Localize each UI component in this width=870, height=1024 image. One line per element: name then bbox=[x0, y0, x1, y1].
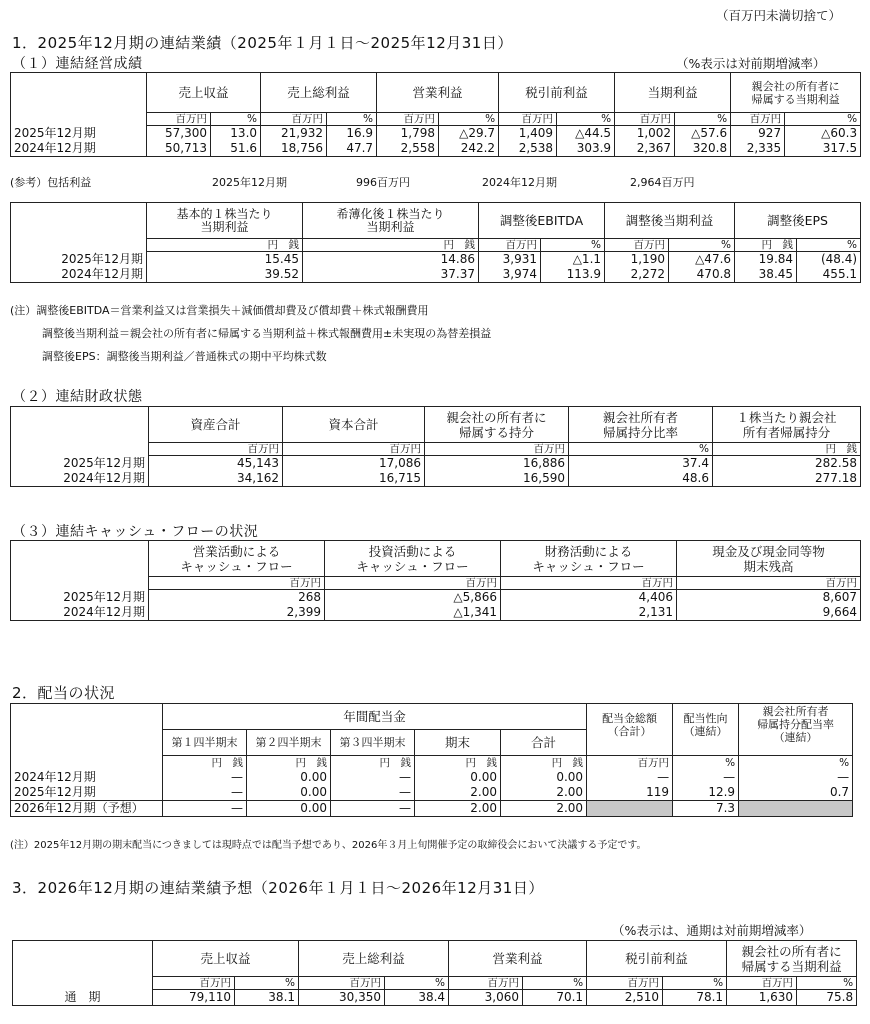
cell: — bbox=[163, 800, 247, 816]
cell: 2,558 bbox=[377, 141, 439, 157]
cell: 16,590 bbox=[425, 471, 569, 487]
col-header: 調整後当期利益 bbox=[605, 203, 735, 239]
col-header: 年間配当金 bbox=[163, 704, 587, 730]
unit-label: 百万円 bbox=[605, 239, 669, 252]
cell: — bbox=[587, 770, 673, 785]
col-header: 当期利益 bbox=[615, 73, 731, 113]
cell: 7.3 bbox=[673, 800, 739, 816]
cell: 242.2 bbox=[439, 141, 499, 157]
table-row bbox=[11, 590, 861, 606]
col-header: 売上収益 bbox=[147, 73, 261, 113]
cell: 113.9 bbox=[541, 267, 605, 283]
cell: 16.9 bbox=[327, 126, 377, 142]
cell: 18,756 bbox=[261, 141, 327, 157]
cell: 2.00 bbox=[415, 785, 501, 801]
cell: 2.00 bbox=[415, 800, 501, 816]
cell: 21,932 bbox=[261, 126, 327, 142]
table-row bbox=[11, 267, 861, 283]
unit-label: % bbox=[211, 113, 261, 126]
unit-label: % bbox=[663, 977, 727, 990]
cell: 277.18 bbox=[713, 471, 861, 487]
col-header: 売上収益 bbox=[153, 941, 299, 977]
cell: — bbox=[331, 770, 415, 785]
cell: 13.0 bbox=[211, 126, 261, 142]
cell: 30,350 bbox=[299, 990, 385, 1006]
cell: — bbox=[673, 770, 739, 785]
table-row bbox=[11, 252, 861, 268]
row-label: 2024年12月期 bbox=[11, 770, 163, 785]
cell: 19.84 bbox=[735, 252, 797, 268]
table-row bbox=[11, 126, 861, 142]
cell: 50,713 bbox=[147, 141, 211, 157]
col-header: 資産合計 bbox=[149, 407, 283, 443]
cell: 0.00 bbox=[501, 770, 587, 785]
cell: 3,931 bbox=[479, 252, 541, 268]
row-label: 2024年12月期 bbox=[11, 605, 149, 621]
col-header: 第３四半期末 bbox=[331, 730, 415, 756]
row-label: 2025年12月期 bbox=[11, 252, 147, 268]
ref-period-1: 2025年12月期 bbox=[212, 176, 287, 189]
col-header: １株当たり親会社 所有者帰属持分 bbox=[713, 407, 861, 443]
unit-label: % bbox=[797, 239, 861, 252]
note-line: (注）調整後EBITDA＝営業利益又は営業損失＋減価償却費及び償却費＋株式報酬費用 bbox=[10, 304, 429, 317]
cell: (48.4) bbox=[797, 252, 861, 268]
cell: 2,131 bbox=[501, 605, 677, 621]
cell: 38.45 bbox=[735, 267, 797, 283]
cell: 3,974 bbox=[479, 267, 541, 283]
unit-label: 円 銭 bbox=[247, 756, 331, 770]
table-row bbox=[11, 605, 861, 621]
unit-label: 百万円 bbox=[449, 977, 523, 990]
col-header: 第１四半期末 bbox=[163, 730, 247, 756]
col-header: 売上総利益 bbox=[299, 941, 449, 977]
section1-3-title: （３）連結キャッシュ・フローの状況 bbox=[12, 524, 259, 540]
section1-2-title: （２）連結財政状態 bbox=[12, 389, 143, 405]
table-row bbox=[11, 785, 853, 801]
cell: △47.6 bbox=[669, 252, 735, 268]
cell: 317.5 bbox=[785, 141, 861, 157]
col-header: 売上総利益 bbox=[261, 73, 377, 113]
unit-label: 百万円 bbox=[677, 577, 861, 590]
col-header: 営業活動による キャッシュ・フロー bbox=[149, 541, 325, 577]
cell: 303.9 bbox=[557, 141, 615, 157]
unit-note: （百万円未満切捨て） bbox=[716, 8, 842, 23]
cell: 15.45 bbox=[147, 252, 303, 268]
cell: 0.7 bbox=[739, 785, 853, 801]
col-header: 親会社の所有者に 帰属する当期利益 bbox=[727, 941, 857, 977]
col-header: 調整後EBITDA bbox=[479, 203, 605, 239]
table-row bbox=[11, 141, 861, 157]
cell: 37.4 bbox=[569, 456, 713, 472]
row-label: 通 期 bbox=[13, 990, 153, 1006]
cell: 2,510 bbox=[587, 990, 663, 1006]
cell: 927 bbox=[731, 126, 785, 142]
ref-value-1: 996百万円 bbox=[356, 176, 410, 189]
cell: 17,086 bbox=[283, 456, 425, 472]
cell: 1,798 bbox=[377, 126, 439, 142]
cell: △57.6 bbox=[675, 126, 731, 142]
forecast-table bbox=[12, 940, 857, 1006]
cell: 2,399 bbox=[149, 605, 325, 621]
cell: 2,335 bbox=[731, 141, 785, 157]
unit-label: 百万円 bbox=[615, 113, 675, 126]
cell: 9,664 bbox=[677, 605, 861, 621]
cell: 282.58 bbox=[713, 456, 861, 472]
table-row bbox=[11, 471, 861, 487]
unit-label: 百万円 bbox=[261, 113, 327, 126]
dividend-table bbox=[10, 703, 853, 817]
cell: △29.7 bbox=[439, 126, 499, 142]
cell: 0.00 bbox=[415, 770, 501, 785]
section1-title: 1．2025年12月期の連結業績（2025年１月１日～2025年12月31日） bbox=[12, 34, 513, 52]
cell bbox=[587, 800, 673, 816]
ref-period-2: 2024年12月期 bbox=[482, 176, 557, 189]
cell: 16,886 bbox=[425, 456, 569, 472]
unit-label: % bbox=[541, 239, 605, 252]
cell: 119 bbox=[587, 785, 673, 801]
row-label: 2024年12月期 bbox=[11, 267, 147, 283]
cell: △44.5 bbox=[557, 126, 615, 142]
col-header: 親会社所有者 帰属持分配当率 （連結） bbox=[739, 704, 853, 756]
unit-label: 百万円 bbox=[149, 577, 325, 590]
per-share-table bbox=[10, 202, 861, 283]
col-header: 希薄化後１株当たり 当期利益 bbox=[303, 203, 479, 239]
cell: 0.00 bbox=[247, 785, 331, 801]
unit-label: 円 銭 bbox=[415, 756, 501, 770]
cell: — bbox=[331, 800, 415, 816]
row-label: 2025年12月期 bbox=[11, 590, 149, 606]
cell: 78.1 bbox=[663, 990, 727, 1006]
col-header: 資本合計 bbox=[283, 407, 425, 443]
cell: 39.52 bbox=[147, 267, 303, 283]
table-row bbox=[11, 456, 861, 472]
row-label: 2025年12月期 bbox=[11, 456, 149, 472]
section3-title: 3．2026年12月期の連結業績予想（2026年１月１日～2026年12月31日） bbox=[12, 879, 544, 897]
cell: 2,367 bbox=[615, 141, 675, 157]
unit-label: 円 銭 bbox=[501, 756, 587, 770]
cell: 455.1 bbox=[797, 267, 861, 283]
ref-label: (参考）包括利益 bbox=[10, 176, 92, 189]
unit-label: % bbox=[675, 113, 731, 126]
cell: 47.7 bbox=[327, 141, 377, 157]
unit-label: % bbox=[557, 113, 615, 126]
unit-label: 百万円 bbox=[499, 113, 557, 126]
table-row bbox=[13, 990, 857, 1006]
cell: 2.00 bbox=[501, 785, 587, 801]
unit-label: % bbox=[669, 239, 735, 252]
cell: 470.8 bbox=[669, 267, 735, 283]
col-header: 財務活動による キャッシュ・フロー bbox=[501, 541, 677, 577]
section1-1-title: （１）連結経営成績 bbox=[12, 56, 143, 72]
cell: — bbox=[163, 785, 247, 801]
pct-note: （%表示は対前期増減率） bbox=[676, 56, 826, 71]
row-label: 2025年12月期 bbox=[11, 785, 163, 801]
unit-label: % bbox=[569, 443, 713, 456]
unit-label: 円 銭 bbox=[163, 756, 247, 770]
col-header: 基本的１株当たり 当期利益 bbox=[147, 203, 303, 239]
cell: 70.1 bbox=[523, 990, 587, 1006]
unit-label: % bbox=[797, 977, 857, 990]
cashflow-table bbox=[10, 540, 861, 621]
unit-label: 百万円 bbox=[299, 977, 385, 990]
cell: 2,272 bbox=[605, 267, 669, 283]
unit-label: 円 銭 bbox=[735, 239, 797, 252]
unit-label: % bbox=[439, 113, 499, 126]
unit-label: 円 銭 bbox=[713, 443, 861, 456]
cell: 8,607 bbox=[677, 590, 861, 606]
cell: 38.1 bbox=[235, 990, 299, 1006]
cell: 12.9 bbox=[673, 785, 739, 801]
note-line: 調整後当期利益＝親会社の所有者に帰属する当期利益＋株式報酬費用±未実現の為替差損益 bbox=[42, 327, 492, 340]
col-header: 合計 bbox=[501, 730, 587, 756]
unit-label: 円 銭 bbox=[331, 756, 415, 770]
unit-label: 百万円 bbox=[325, 577, 501, 590]
unit-label: % bbox=[385, 977, 449, 990]
col-header: 期末 bbox=[415, 730, 501, 756]
col-header: 親会社の所有者に 帰属する持分 bbox=[425, 407, 569, 443]
cell: 37.37 bbox=[303, 267, 479, 283]
cell: 14.86 bbox=[303, 252, 479, 268]
cell bbox=[739, 800, 853, 816]
unit-label: 百万円 bbox=[501, 577, 677, 590]
row-label: 2025年12月期 bbox=[11, 126, 147, 142]
col-header: 親会社の所有者に 帰属する当期利益 bbox=[731, 73, 861, 113]
col-header: 税引前利益 bbox=[499, 73, 615, 113]
corner-cell bbox=[11, 73, 147, 113]
cell: 2.00 bbox=[501, 800, 587, 816]
table-row bbox=[11, 800, 853, 816]
col-header: 配当金総額 （合計） bbox=[587, 704, 673, 756]
cell: 75.8 bbox=[797, 990, 857, 1006]
col-header: 調整後EPS bbox=[735, 203, 861, 239]
unit-label: % bbox=[739, 756, 853, 770]
cell: 79,110 bbox=[153, 990, 235, 1006]
cell: 2,538 bbox=[499, 141, 557, 157]
unit-label: 百万円 bbox=[425, 443, 569, 456]
cell: △1,341 bbox=[325, 605, 501, 621]
unit-label: % bbox=[523, 977, 587, 990]
ref-value-2: 2,964百万円 bbox=[630, 176, 695, 189]
unit-label: 百万円 bbox=[727, 977, 797, 990]
cell: 57,300 bbox=[147, 126, 211, 142]
unit-label: 百万円 bbox=[587, 977, 663, 990]
unit-label: 百万円 bbox=[147, 113, 211, 126]
unit-label: 円 銭 bbox=[147, 239, 303, 252]
cell: 1,190 bbox=[605, 252, 669, 268]
unit-label: 百万円 bbox=[731, 113, 785, 126]
section2-title: 2．配当の状況 bbox=[12, 684, 116, 702]
unit-label: % bbox=[673, 756, 739, 770]
cell: 3,060 bbox=[449, 990, 523, 1006]
unit-label: 百万円 bbox=[587, 756, 673, 770]
cell: 0.00 bbox=[247, 800, 331, 816]
cell: — bbox=[739, 770, 853, 785]
col-header: 第２四半期末 bbox=[247, 730, 331, 756]
cell: 268 bbox=[149, 590, 325, 606]
cell: △1.1 bbox=[541, 252, 605, 268]
cell: 1,630 bbox=[727, 990, 797, 1006]
col-header: 現金及び現金同等物 期末残高 bbox=[677, 541, 861, 577]
financial-position-table bbox=[10, 406, 861, 487]
cell: — bbox=[331, 785, 415, 801]
unit-label: 円 銭 bbox=[303, 239, 479, 252]
cell: 51.6 bbox=[211, 141, 261, 157]
results-table bbox=[10, 72, 861, 157]
cell: 34,162 bbox=[149, 471, 283, 487]
unit-label: 百万円 bbox=[149, 443, 283, 456]
unit-label: % bbox=[235, 977, 299, 990]
unit-label: % bbox=[327, 113, 377, 126]
dividend-note: (注）2025年12月期の期末配当につきましては現時点では配当予想であり、2026年３月上旬開催予定の取締役会において決議する予定です。 bbox=[10, 840, 647, 851]
unit-label: 百万円 bbox=[283, 443, 425, 456]
unit-label: 百万円 bbox=[377, 113, 439, 126]
unit-label: % bbox=[785, 113, 861, 126]
col-header: 配当性向 （連結） bbox=[673, 704, 739, 756]
cell: △5,866 bbox=[325, 590, 501, 606]
row-label: 2026年12月期（予想） bbox=[11, 800, 163, 816]
col-header: 投資活動による キャッシュ・フロー bbox=[325, 541, 501, 577]
cell: 320.8 bbox=[675, 141, 731, 157]
cell: 38.4 bbox=[385, 990, 449, 1006]
cell: 4,406 bbox=[501, 590, 677, 606]
cell: 0.00 bbox=[247, 770, 331, 785]
table-row bbox=[11, 770, 853, 785]
col-header: 税引前利益 bbox=[587, 941, 727, 977]
row-label: 2024年12月期 bbox=[11, 471, 149, 487]
cell: 1,002 bbox=[615, 126, 675, 142]
col-header: 営業利益 bbox=[449, 941, 587, 977]
cell: — bbox=[163, 770, 247, 785]
unit-label: 百万円 bbox=[153, 977, 235, 990]
unit-label: 百万円 bbox=[479, 239, 541, 252]
cell: △60.3 bbox=[785, 126, 861, 142]
cell: 45,143 bbox=[149, 456, 283, 472]
col-header: 営業利益 bbox=[377, 73, 499, 113]
cell: 16,715 bbox=[283, 471, 425, 487]
note-line: 調整後EPS：調整後当期利益／普通株式の期中平均株式数 bbox=[42, 350, 327, 363]
forecast-pct-note: （%表示は、通期は対前期増減率） bbox=[612, 923, 812, 938]
cell: 1,409 bbox=[499, 126, 557, 142]
row-label: 2024年12月期 bbox=[11, 141, 147, 157]
col-header: 親会社所有者 帰属持分比率 bbox=[569, 407, 713, 443]
cell: 48.6 bbox=[569, 471, 713, 487]
